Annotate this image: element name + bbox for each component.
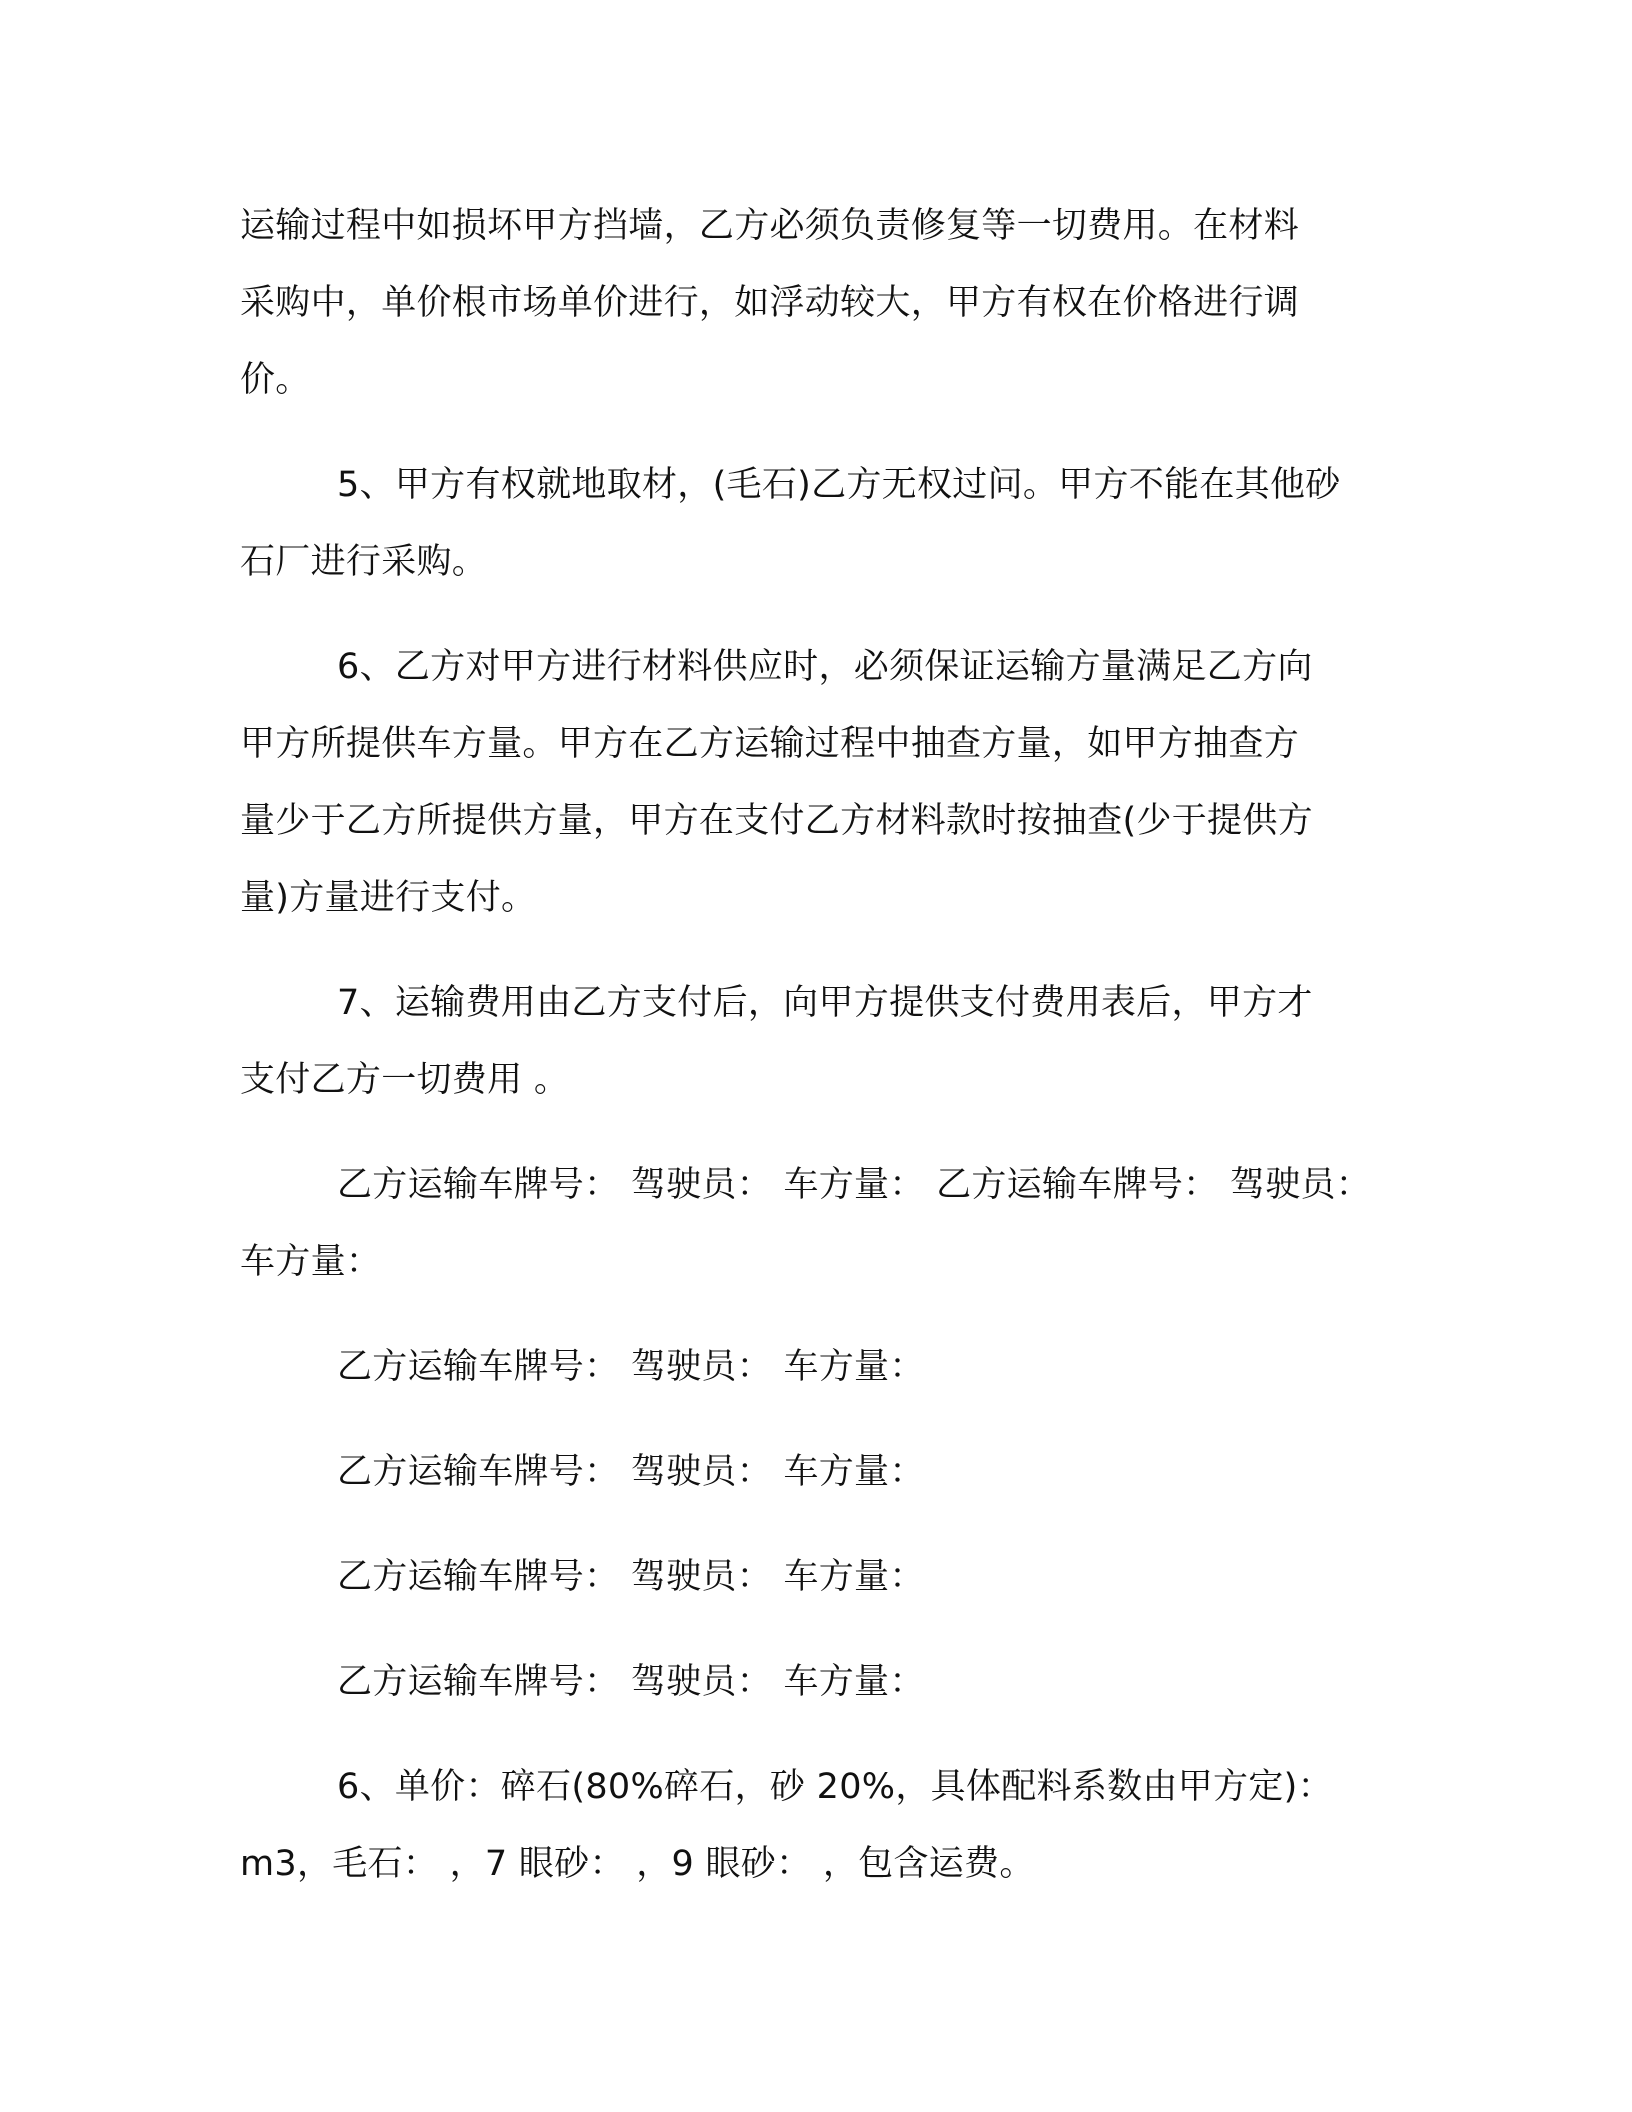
text-line: 石厂进行采购。 [240, 542, 488, 582]
text-line: 乙方运输车牌号： 驾驶员： 车方量： [337, 1662, 925, 1702]
text-line: 采购中，单价根市场单价进行，如浮动较大，甲方有权在价格进行调 [240, 283, 1300, 323]
paragraph-vehicle-info [240, 1329, 1390, 1406]
document-page [240, 188, 1390, 1903]
text-line: 甲方所提供车方量。甲方在乙方运输过程中抽查方量，如甲方抽查方 [240, 724, 1300, 764]
paragraph-unit-price [240, 1749, 1390, 1903]
paragraph-vehicle-info [240, 1434, 1390, 1511]
text-line: 车方量： [240, 1242, 382, 1282]
paragraph-vehicle-info [240, 1644, 1390, 1721]
text-line: 价。 [240, 360, 311, 400]
text-line: 7、运输费用由乙方支付后，向甲方提供支付费用表后，甲方才 [337, 983, 1313, 1023]
text-line: 6、乙方对甲方进行材料供应时，必须保证运输方量满足乙方向 [337, 647, 1313, 687]
text-line: m3，毛石： ，7 眼砂： ，9 眼砂： ，包含运费。 [240, 1844, 1035, 1884]
text-line: 支付乙方一切费用 。 [240, 1060, 570, 1100]
text-line: 5、甲方有权就地取材，(毛石)乙方无权过问。甲方不能在其他砂 [337, 465, 1341, 505]
text-line: 运输过程中如损坏甲方挡墙，乙方必须负责修复等一切费用。在材料 [240, 206, 1300, 246]
text-line: 乙方运输车牌号： 驾驶员： 车方量： [337, 1557, 925, 1597]
paragraph-clause-6 [240, 629, 1390, 937]
paragraph-clause-7 [240, 965, 1390, 1119]
paragraph-vehicle-info [240, 1147, 1390, 1301]
text-line: 量)方量进行支付。 [240, 878, 537, 918]
paragraph-transport-damage [240, 188, 1390, 419]
text-line: 乙方运输车牌号： 驾驶员： 车方量： [337, 1347, 925, 1387]
text-line: 6、单价：碎石(80%碎石，砂 20%，具体配料系数由甲方定)： [337, 1767, 1333, 1807]
paragraph-vehicle-info [240, 1539, 1390, 1616]
text-line: 乙方运输车牌号： 驾驶员： 车方量： [337, 1452, 925, 1492]
paragraph-clause-5 [240, 447, 1390, 601]
text-line: 量少于乙方所提供方量，甲方在支付乙方材料款时按抽查(少于提供方 [240, 801, 1313, 841]
text-line: 乙方运输车牌号： 驾驶员： 车方量： 乙方运输车牌号： 驾驶员： [337, 1165, 1372, 1205]
